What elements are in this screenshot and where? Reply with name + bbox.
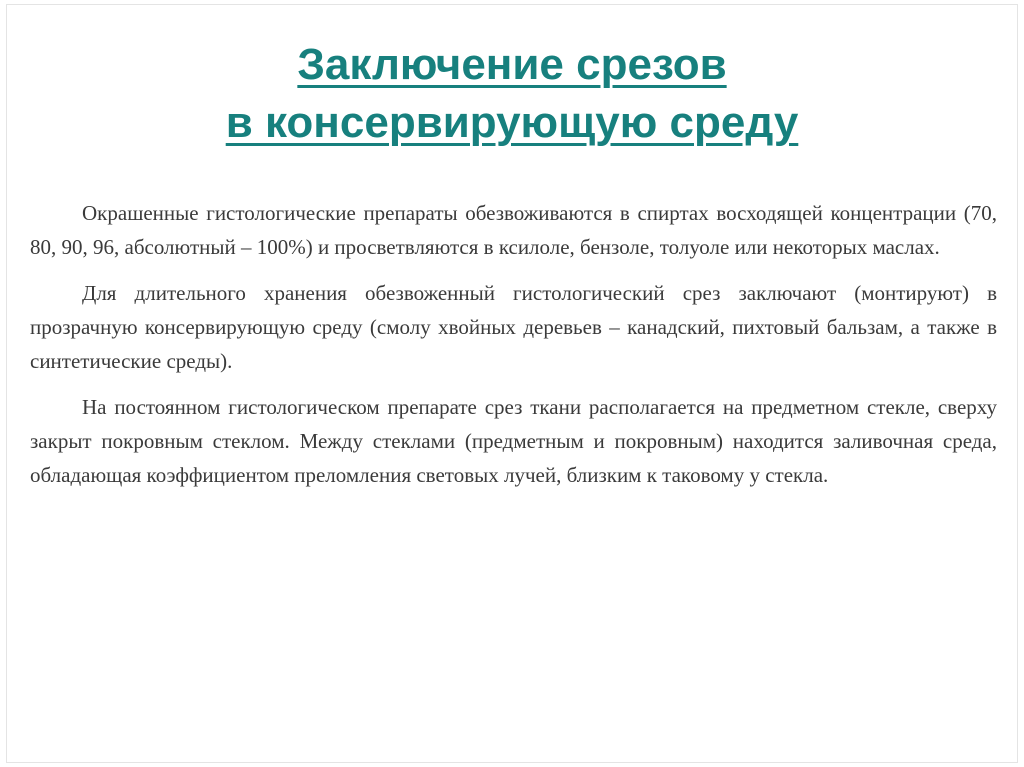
title-line-2: в консервирующую среду: [225, 98, 799, 147]
paragraph-2: Для длительного хранения обезвоженный гистологический срез заключают (монтируют) в прозрачную консервирующую среду (смолу хвойных деревьев – канадский, пихтовый бальзам, а также в синтетические среды).: [30, 281, 997, 373]
paragraph-3: На постоянном гистологическом препарате срез ткани располагается на предметном стекле, сверху закрыт покровным стеклом. Между стеклами (предметным и покровным) находится заливочная среда, обладающая коэффициентом преломления световых лучей, близким к таковому у стекла.: [30, 395, 997, 487]
title-line-1: Заключение срезов: [297, 40, 727, 89]
paragraph-1: Окрашенные гистологические препараты обезвоживаются в спиртах восходящей концентрации (70, 80, 90, 96, абсолютный – 100%) и просветвляются в ксилоле, бензоле, толуоле или некоторых маслах.: [30, 201, 997, 259]
slide-body: [30, 196, 997, 504]
slide-title: [0, 36, 1024, 152]
